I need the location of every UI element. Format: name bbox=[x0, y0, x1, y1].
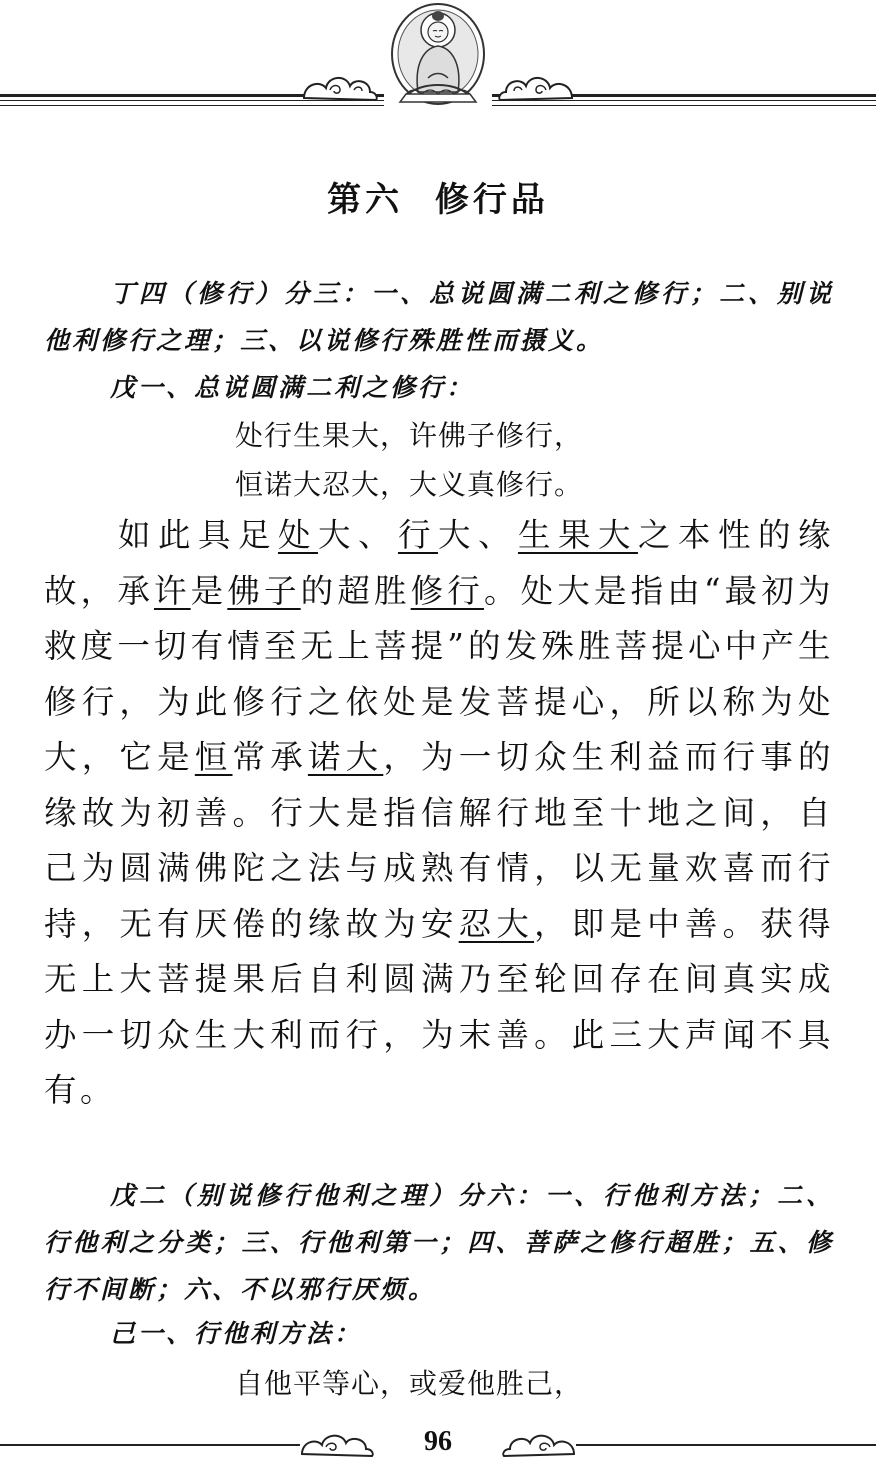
commentary-paragraph: 如此具足处大、行大、生果大之本性的缘故，承许是佛子的超胜修行。处大是指由“最初为救度一切有情至无上菩提”的发殊胜菩提心中产生修行，为此修行之依处是发菩提心，所以称为处大，它是恒常承诺大，为一切众生利益而行事的缘故为初善。行大是指信解行地至十地之间，自己为圆满佛陀之法与成熟有情，以无量欢喜而行持，无有厌倦的缘故为安忍大，即是中善。获得无上大菩提果后自利圆满乃至轮回存在间真实成办一切众生大利而行，为末善。此三大声闻不具有。 bbox=[44, 516, 834, 1109]
term-heng: 恒 bbox=[194, 738, 233, 776]
outline-heading-ding4: 丁四（修行）分三：一、总说圆满二利之修行；二、别说他利修行之理；三、以说修行殊胜性而摄义。 bbox=[44, 279, 834, 355]
term-xu: 许 bbox=[153, 571, 191, 610]
chapter-title: 第六 修行品 bbox=[327, 180, 549, 220]
outline-heading-ji1: 己一、行他利方法： bbox=[110, 1319, 363, 1348]
term-fozi: 佛子 bbox=[227, 571, 301, 610]
verse-line-3: 自他平等心，或爱他胜己， bbox=[235, 1367, 584, 1400]
verse-line-1: 处行生果大，许佛子修行， bbox=[235, 419, 584, 452]
term-xing: 行 bbox=[397, 516, 438, 554]
term-nuoda: 诺大 bbox=[307, 738, 384, 776]
cloud-right-icon bbox=[496, 68, 576, 104]
term-shengguoda: 生果大 bbox=[517, 516, 638, 554]
cloud-left-icon bbox=[300, 68, 380, 104]
outline-heading-wu1: 戊一、总说圆满二利之修行： bbox=[110, 373, 475, 402]
verse-line-2: 恒诺大忍大，大义真修行。 bbox=[235, 468, 584, 501]
outline-heading-wu2: 戊二（别说修行他利之理）分六：一、行他利方法；二、行他利之分类；三、行他利第一；四、菩萨之修行超胜；五、修行不间断；六、不以邪行厌烦。 bbox=[44, 1181, 834, 1304]
term-chu: 处 bbox=[277, 516, 318, 554]
term-rendа: 忍大 bbox=[458, 904, 535, 943]
buddha-seated-icon bbox=[384, 2, 492, 110]
page-number: 96 bbox=[424, 1426, 452, 1457]
term-xiuxing: 修行 bbox=[410, 571, 484, 610]
